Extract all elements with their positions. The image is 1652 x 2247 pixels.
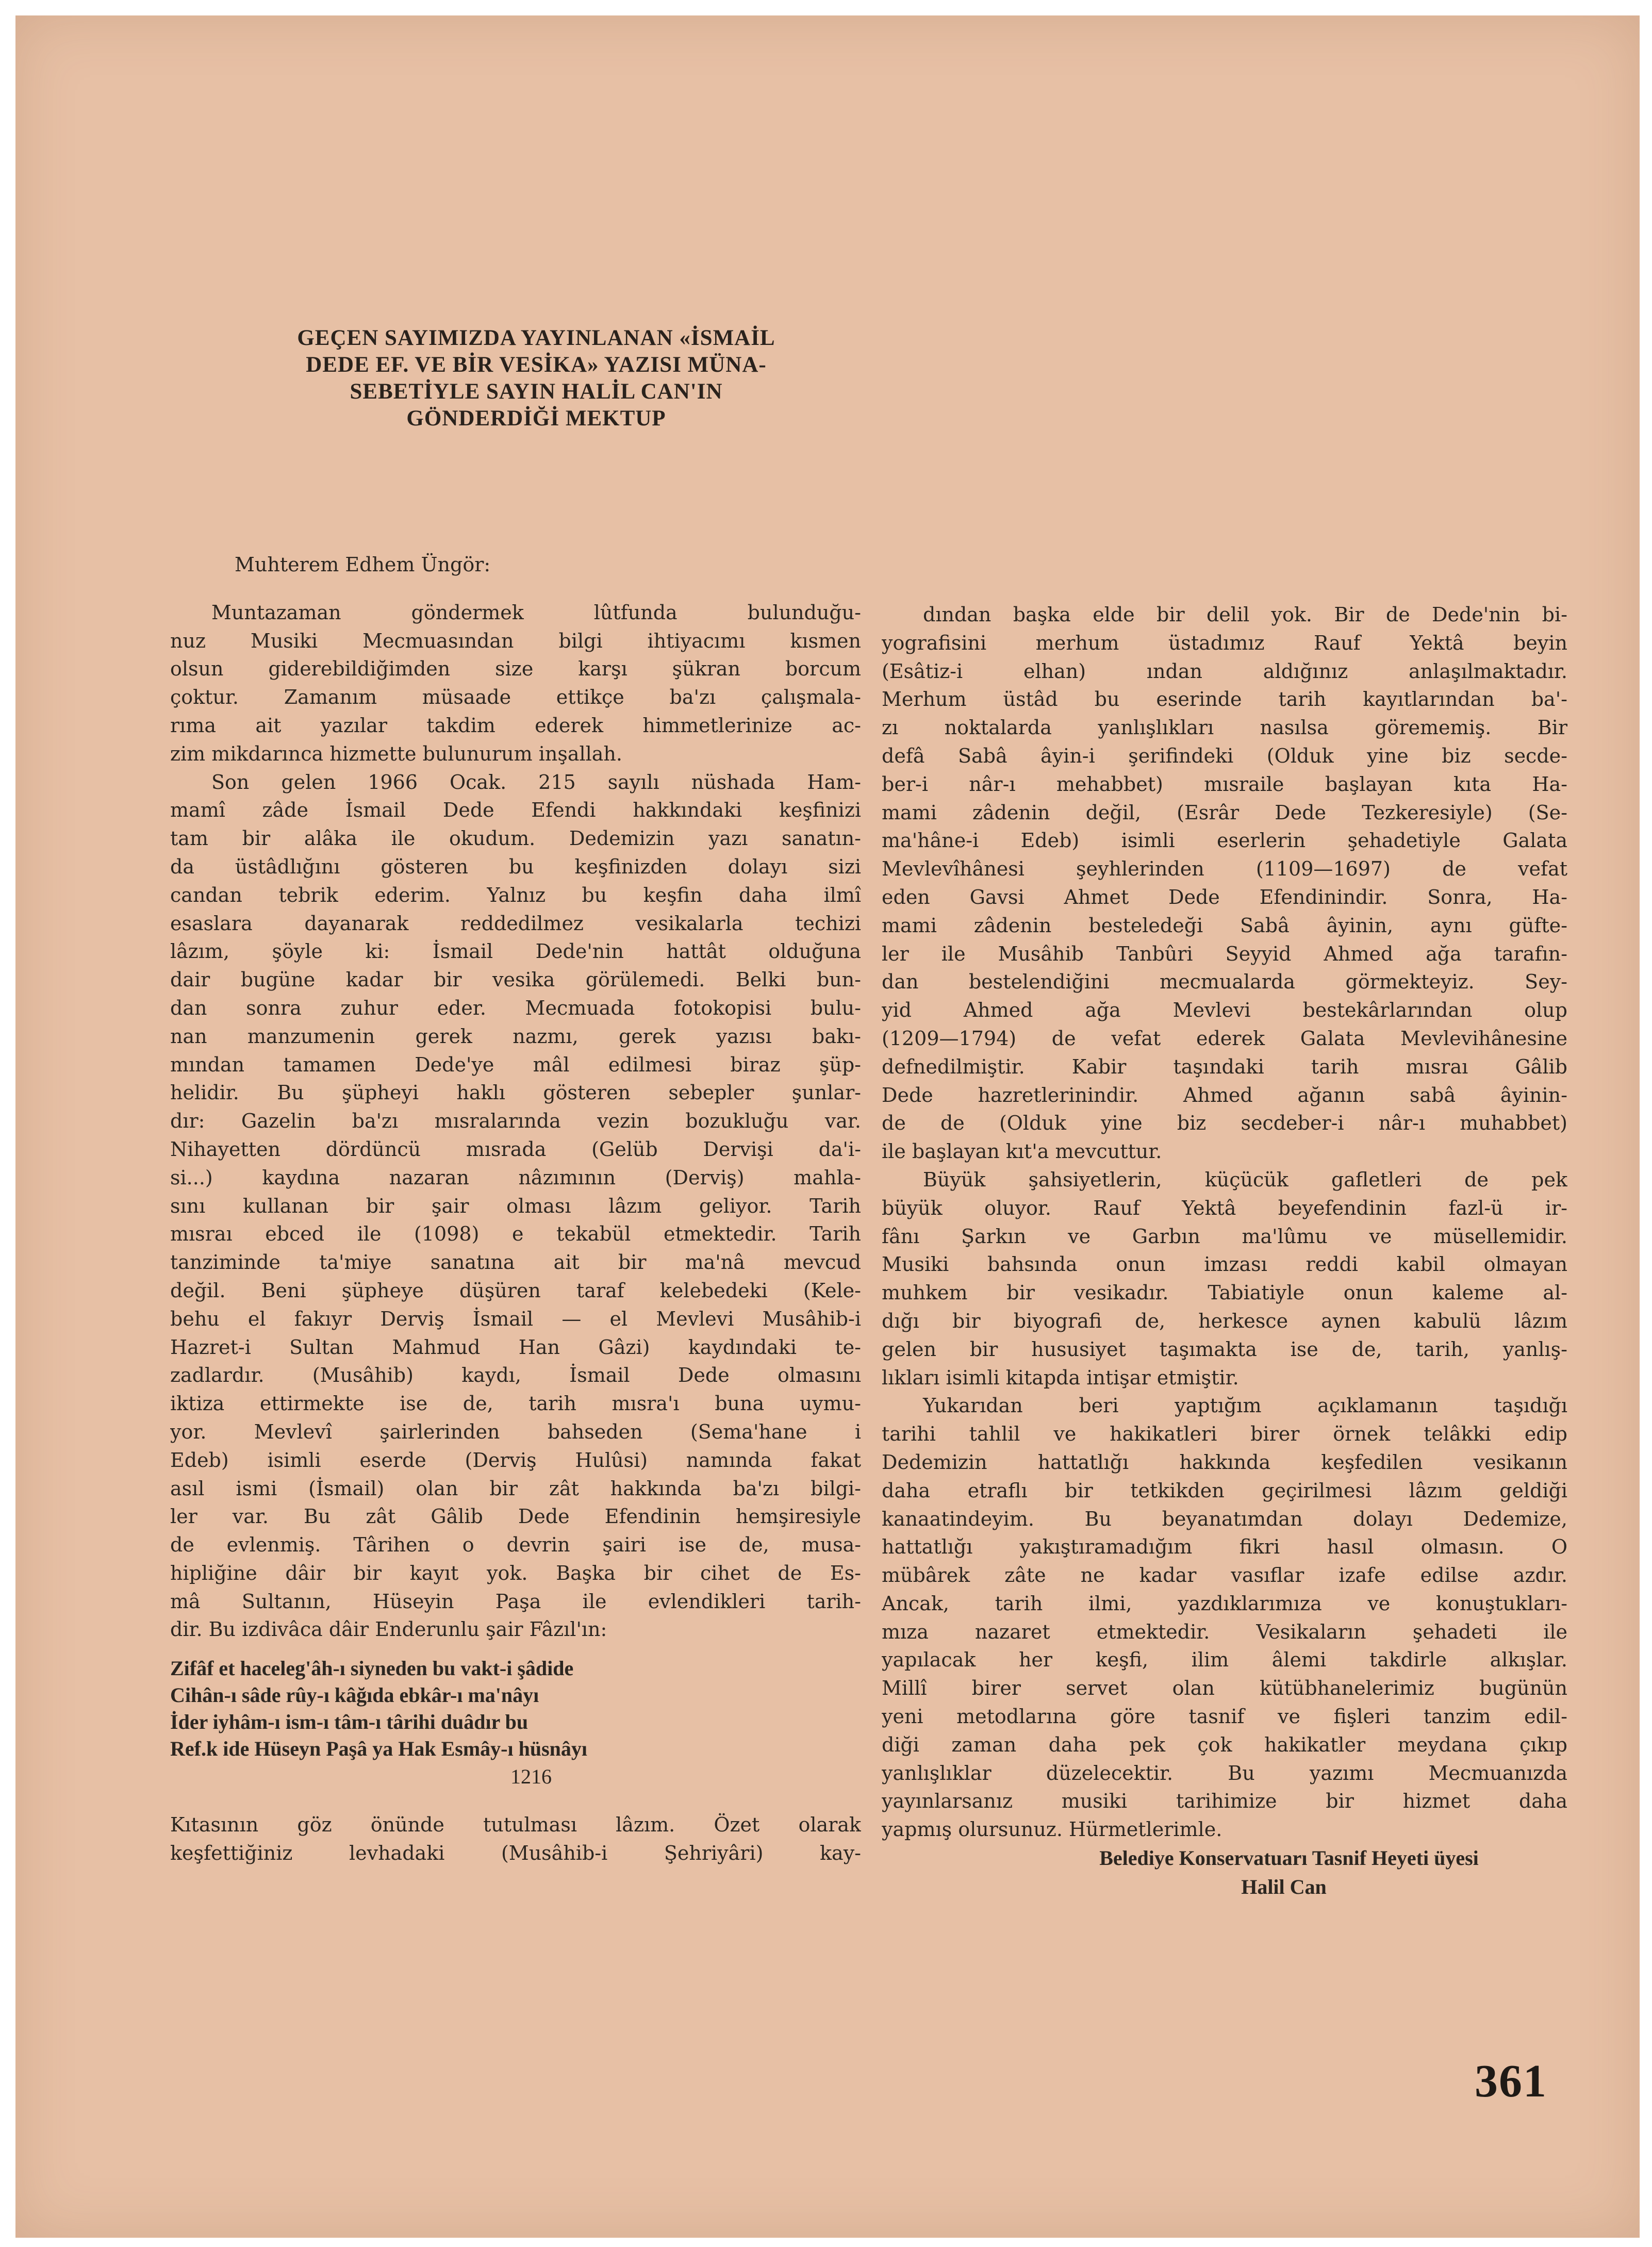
text-line: defâ Sabâ âyin-i şerifindeki (Olduk yine biz secde- [882,744,1567,767]
salutation: Muhterem Edhem Üngör: [235,553,491,576]
paragraph [882,601,1567,1166]
text-line: hipliğine dâir bir kayıt yok. Başka bir cihet de Es- [170,1561,861,1584]
text-line: mami zâdenin besteledeği Sabâ âyinin, aynı güfte- [882,914,1567,937]
magazine-page [15,15,1640,2238]
text-line: dır: Gazelin ba'zı mısralarında vezin bozukluğu var. [170,1110,861,1133]
verse-line: İder iyhâm-ı ism-ı tâm-ı târihi duâdır bu [170,1710,528,1734]
text-line: Mevlevîhânesi şeyhlerinden (1109—1697) de vefat [882,857,1567,881]
text-line: yanlışlıklar düzelecektir. Bu yazımı Mecmuanızda [882,1761,1567,1785]
text-line: keşfettiğiniz levhadaki (Musâhib-i Şehriyâri) kay- [170,1842,861,1865]
text-line: de evlenmiş. Târihen o devrin şairi ise de, musa- [170,1533,861,1557]
text-line: yeni metodlarına göre tasnif ve fişleri tanzim edil- [882,1705,1567,1728]
text-line: dan sonra zuhur eder. Mecmuada fotokopisi bulu- [170,996,861,1019]
text-line: rıma ait yazılar takdim ederek himmetlerinize ac- [170,714,861,737]
text-line: Musiki bahsında onun imzası reddi kabil olmayan [882,1253,1567,1276]
text-line: sını kullanan bir şair olması lâzım geliyor. Tarih [170,1194,861,1217]
text-line: Kıtasının göz önünde tutulması lâzım. Özet olarak [170,1813,861,1837]
text-line: de de (Olduk yine biz secdeber-i nâr-ı muhabbet) [882,1112,1567,1135]
text-line: dair bugüne kadar bir vesika görülemedi. Belki bun- [170,968,861,992]
text-line: iktiza ettirmekte ise de, tarih mısra'ı buna uymu- [170,1392,861,1415]
text-line: helidir. Bu şüpheyi haklı gösteren sebepler şunlar- [170,1081,861,1104]
verse-year: 1216 [510,1765,552,1789]
text-line: Muntazaman göndermek lûtfunda bulunduğu- [211,601,861,624]
text-line: nuz Musiki Mecmuasından bilgi ihtiyacımı kısmen [170,629,861,652]
text-line: çoktur. Zamanım müsaade ettikçe ba'zı çalışmala- [170,686,861,709]
heading-line: GÖNDERDİĞİ MEKTUP [406,406,666,431]
paragraph [882,1166,1567,1392]
text-line: ma'hâne-i Edeb) isimli eserlerin şehadetiyle Galata [882,829,1567,852]
heading-line: DEDE EF. VE BİR VESİKA» YAZISI MÜNA- [306,353,767,377]
verse-line: Zifâf et haceleg'âh-ı siyneden bu vakt-i şâdide [170,1657,574,1680]
text-line: dir. Bu izdivâca dâir Enderunlu şair Fâzıl'ın: [170,1618,607,1641]
left-body [170,599,861,1644]
text-line: zı noktalarda yanlışlıkları nasılsa görememiş. Bir [882,716,1567,739]
text-line: nan manzumenin gerek nazmı, gerek yazısı bakı- [170,1025,861,1048]
text-line: Ancak, tarih ilmi, yazdıklarımıza ve konuştukları- [882,1592,1567,1615]
text-line: candan tebrik ederim. Yalnız bu keşfin daha ilmî [170,883,861,906]
text-line: Dede hazretlerinindir. Ahmed ağanın sabâ âyinin- [882,1083,1567,1106]
page-number: 361 [1475,2056,1547,2107]
text-line: defnedilmiştir. Kabir taşındaki tarih mısraı Gâlib [882,1055,1567,1078]
text-line: Merhum üstâd bu eserinde tarih kayıtlarından ba'- [882,688,1567,711]
text-line: mübârek zâte ne kadar vasıflar izafe edilse azdır. [882,1564,1567,1587]
signature-title: Belediye Konservatuarı Tasnif Heyeti üyesi [1099,1846,1479,1870]
text-line: zadlardır. (Musâhib) kaydı, İsmail Dede olmasını [170,1364,861,1387]
text-line: kanaatindeyim. Bu beyanatımdan dolayı Dedemize, [882,1507,1567,1530]
text-line: si...) kaydına nazaran nâzımının (Derviş) mahla- [170,1166,861,1189]
text-line: lâzım, şöyle ki: İsmail Dede'nin hattât olduğuna [170,940,861,963]
text-line: Büyük şahsiyetlerin, küçücük gafletleri de pek [923,1168,1567,1191]
text-line: mami zâdenin değil, (Esrâr Dede Tezkeresiyle) (Se- [882,801,1567,824]
text-line: yid Ahmed ağa Mevlevi bestekârlarından olup [882,999,1567,1022]
verse-line: Ref.k ide Hüseyn Paşâ ya Hak Esmây-ı hüsnâyı [170,1737,588,1761]
verse-block [170,1655,861,1762]
text-line: Nihayetten dördüncü mısrada (Gelüb Dervişi da'i- [170,1137,861,1161]
text-line: büyük oluyor. Rauf Yektâ beyefendinin fazl-ü ir- [882,1196,1567,1219]
text-line: mısraı ebced ile (1098) e tekabül etmektedir. Tarih [170,1222,861,1246]
text-line: (1209—1794) de vefat ederek Galata Mevlevihânesine [882,1027,1567,1050]
text-line: tarihi tahlil ve hakikatleri birer örnek telâkki edip [882,1423,1567,1446]
text-line: tam bir alâka ile okudum. Dedemizin yazı sanatın- [170,827,861,850]
text-line: asıl ismi (İsmail) olan bir zât hakkında ba'zı bilgi- [170,1477,861,1500]
article-heading [206,325,866,432]
text-line: behu el fakıyr Derviş İsmail — el Mevlevi Musâhib-i [170,1307,861,1330]
text-line: yapılacak her keşfi, ilim âlemi takdirle alkışlar. [882,1648,1567,1672]
paragraph [170,768,861,1644]
text-line: yapmış olursunuz. Hürmetlerimle. [882,1818,1223,1841]
text-line: Dedemizin hattatlığı hakkında keşfedilen vesikanın [882,1450,1567,1474]
text-line: ile başlayan kıt'a mevcuttur. [882,1140,1162,1163]
text-line: hattatlığı yakıştıramadığım fikri hasıl olmasın. O [882,1535,1567,1559]
text-line: Millî birer servet olan kütübhanelerimiz bugünün [882,1677,1567,1700]
text-line: tanziminde ta'miye sanatına ait bir ma'nâ mevcud [170,1251,861,1274]
left-column [170,551,861,1868]
text-line: diği zaman daha pek çok hakikatler meydana çıkıp [882,1733,1567,1756]
text-line: gelen bir hususiyet taşımakta ise de, tarih, yanlış- [882,1337,1567,1361]
verse-line: Cihân-ı sâde rûy-ı kâğıda ebkâr-ı ma'nâyı [170,1683,539,1707]
text-line: yor. Mevlevî şairlerinden bahseden (Sema'hane i [170,1420,861,1443]
text-line: yayınlarsanız musiki tarihimize bir hizmet daha [882,1790,1567,1813]
text-line: olsun giderebildiğimden size karşı şükran borcum [170,657,861,681]
text-line: eden Gavsi Ahmet Dede Efendinindir. Sonra, Ha- [882,885,1567,908]
text-line: da üstâdlığını gösteren bu keşfinizden dolayı sizi [170,855,861,878]
left-closing [170,1811,861,1868]
text-line: dından başka elde bir delil yok. Bir de Dede'nin bi- [923,603,1567,626]
text-line: muhkem bir vesikadır. Tabiatiyle onun kaleme al- [882,1281,1567,1304]
heading-line: SEBETİYLE SAYIN HALİL CAN'IN [350,379,723,404]
text-line: dığı bir biyografi de, herkesce aynen kabulü lâzım [882,1309,1567,1332]
text-line: Son gelen 1966 Ocak. 215 sayılı nüshada Ham- [211,770,861,794]
text-line: mâ Sultanın, Hüseyin Paşa ile evlendikleri tarih- [170,1590,861,1613]
paragraph [170,599,861,768]
text-line: Hazret-i Sultan Mahmud Han Gâzi) kaydındaki te- [170,1335,861,1359]
text-line: Edeb) isimli eserde (Derviş Hulûsi) namında fakat [170,1448,861,1472]
text-line: mamî zâde İsmail Dede Efendi hakkındaki keşfinizi [170,799,861,822]
text-line: değil. Beni şüpheye düşüren taraf kelebedeki (Kele- [170,1279,861,1302]
text-line: yografisini merhum üstadımız Rauf Yektâ beyin [882,631,1567,654]
text-line: zim mikdarınca hizmette bulunurum inşallah. [170,742,622,765]
text-line: (Esâtiz-i elhan) ından aldığınız anlaşılmaktadır. [882,659,1567,683]
heading-line: GEÇEN SAYIMIZDA YAYINLANAN «İSMAİL [297,326,775,350]
text-line: mından tamamen Dede'ye mâl edilmesi biraz şüp- [170,1053,861,1076]
text-line: ler var. Bu zât Gâlib Dede Efendinin hemşiresiyle [170,1505,861,1528]
right-body [882,601,1567,1844]
text-line: ber-i nâr-ı mehabbet) mısraile başlayan kıta Ha- [882,772,1567,796]
text-line: esaslara dayanarak reddedilmez vesikalarla techizi [170,912,861,935]
right-column [882,601,1567,1902]
text-line: daha etraflı bir tetkikden geçirilmesi lâzım geldiği [882,1479,1567,1502]
text-line: dan bestelendiğini mecmualarda görmekteyiz. Sey- [882,970,1567,994]
paragraph [882,1392,1567,1844]
text-line: mıza nazaret etmektedir. Vesikaların şehadeti ile [882,1620,1567,1643]
text-line: ler ile Musâhib Tanbûri Seyyid Ahmed ağa tarafın- [882,942,1567,965]
text-line: Yukarıdan beri yaptığım açıklamanın taşıdığı [923,1394,1567,1417]
text-line: fânı Şarkın ve Garbın ma'lûmu ve müsellemidir. [882,1225,1567,1248]
signature-name: Halil Can [1241,1875,1327,1899]
text-line: lıkları isimli kitapda intişar etmiştir. [882,1366,1239,1389]
